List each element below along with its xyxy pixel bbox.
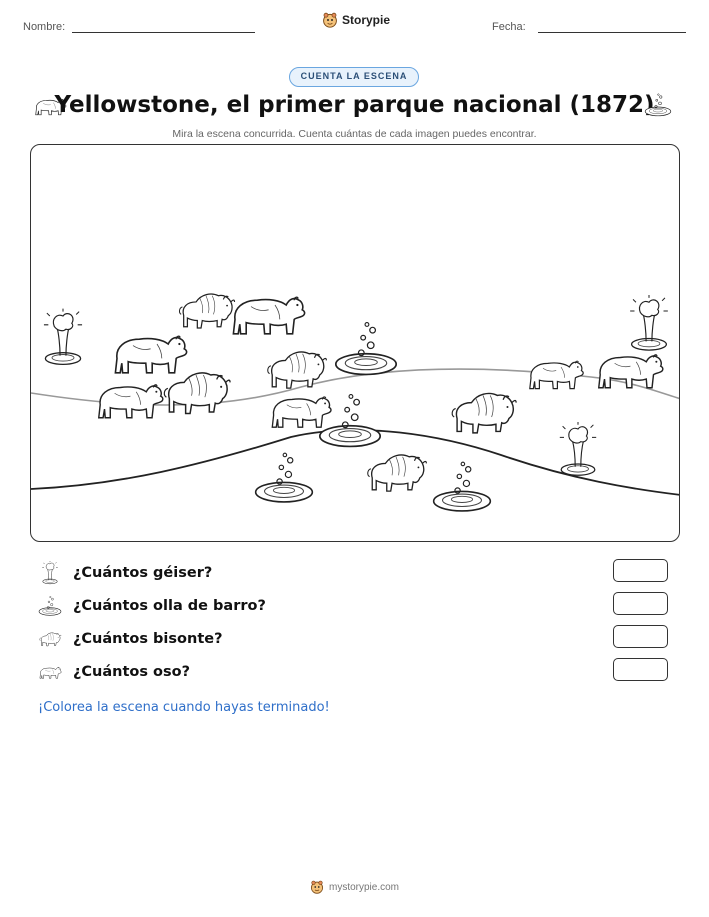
- answer-box-mud-pot[interactable]: [613, 592, 668, 615]
- question-text: ¿Cuántos olla de barro?: [73, 598, 266, 614]
- bison-icon: [368, 455, 427, 491]
- counting-scene[interactable]: [30, 144, 680, 542]
- geyser-icon: [630, 295, 668, 350]
- name-line[interactable]: [72, 32, 255, 33]
- mud-pot-icon: [256, 453, 313, 502]
- bear-icon: [530, 361, 583, 388]
- mud-pot-icon: [434, 462, 491, 511]
- answer-box-bear[interactable]: [613, 658, 668, 681]
- activity-badge: CUENTA LA ESCENA: [289, 67, 419, 87]
- bison-icon: [452, 393, 516, 432]
- bear-icon: [115, 336, 186, 373]
- geyser-icon: [44, 309, 82, 365]
- geyser-icon: [560, 422, 596, 475]
- scene-drawing: [31, 145, 680, 542]
- answer-box-bison[interactable]: [613, 625, 668, 648]
- bear-icon: [233, 297, 304, 334]
- brand: [322, 12, 390, 28]
- footer-url[interactable]: mystorypie.com: [328, 881, 399, 893]
- mud-pot-icon: [644, 92, 672, 118]
- question-text: ¿Cuántos géiser?: [73, 565, 213, 581]
- mud-pot-icon: [336, 323, 396, 375]
- date-line[interactable]: [538, 32, 686, 33]
- brand-name: Storypie: [342, 13, 391, 27]
- bear-icon: [599, 355, 663, 388]
- question-text: ¿Cuántos bisonte?: [73, 631, 223, 647]
- bear-icon: [38, 660, 62, 684]
- geyser-icon: [38, 561, 62, 585]
- question-bear: [38, 660, 190, 684]
- bear-icon: [272, 397, 331, 427]
- bison-icon: [179, 294, 234, 328]
- question-text: ¿Cuántos oso?: [73, 664, 191, 680]
- question-bison: [38, 627, 223, 651]
- question-mud-pot: [38, 594, 266, 618]
- question-geyser: [38, 561, 212, 585]
- page-title: Yellowstone, el primer parque nacional (1872): [54, 92, 655, 118]
- date-label: Fecha:: [492, 21, 526, 33]
- mud-pot-icon: [38, 594, 62, 618]
- footer: [0, 880, 709, 894]
- bear-icon: [99, 385, 163, 418]
- bison-icon: [164, 373, 230, 414]
- storypie-logo-icon: [310, 880, 324, 894]
- bison-icon: [38, 627, 62, 651]
- coloring-note: ¡Colorea la escena cuando hayas terminado!: [38, 700, 330, 715]
- storypie-logo-icon: [322, 12, 338, 28]
- name-label: Nombre:: [23, 21, 66, 33]
- instructions: Mira la escena concurrida. Cuenta cuántas de cada imagen puedes encontrar.: [172, 128, 537, 140]
- answer-box-geyser[interactable]: [613, 559, 668, 582]
